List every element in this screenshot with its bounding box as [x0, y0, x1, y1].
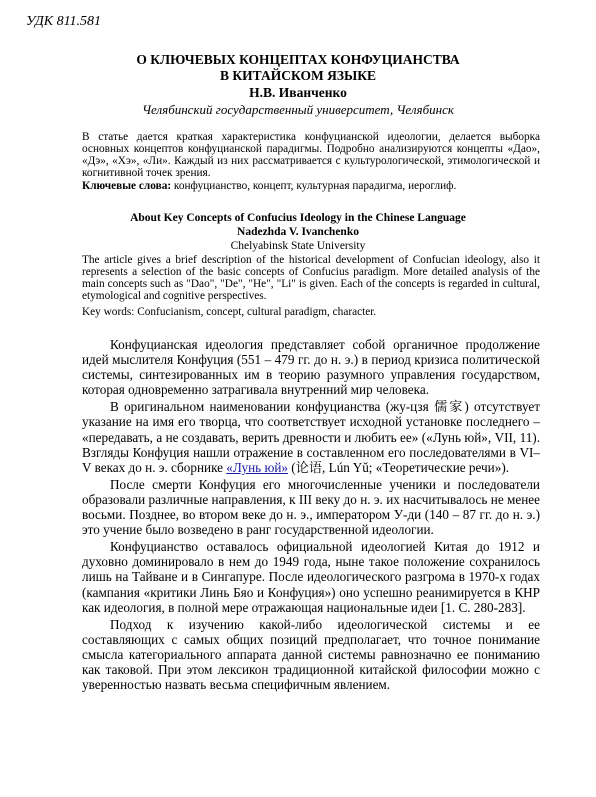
- body-paragraph-5: Подход к изучению какой-либо идеологической системы и ее составляющих с самых общих позиций предполагает, что точное понимание смысла категориального аппарата данной системы равнозначно ее пониманию как таковой. При этом лексикон традиционной китайской философии можно с уверенностью назвать весьма специфичным явлением.: [82, 616, 540, 693]
- keywords-ru-label: Ключевые слова:: [82, 180, 172, 192]
- title-en: About Key Concepts of Confucius Ideology in the Chinese Language: [130, 212, 466, 224]
- lun-yu-link[interactable]: «Лунь юй»: [226, 459, 288, 475]
- affiliation: Челябинский государственный университет, Челябинск: [142, 102, 454, 117]
- keywords-en: Key words: Confucianism, concept, cultural paradigm, character.: [82, 306, 377, 318]
- title-line-1: О КЛЮЧЕВЫХ КОНЦЕПТАХ КОНФУЦИАНСТВА: [136, 52, 460, 67]
- article-body: [82, 337, 540, 694]
- abstract-en: The article gives a brief description of the historical development of Confucian ideology, also it represents a selection of the basic concepts of Confucius paradigm. More detailed analysis of the main concepts such as "Dao", "De", "He", "Li" is given. Each of the concepts is regarded in cultural, etymological and cognitive perspectives.: [82, 254, 540, 302]
- paragraph-2-text: В оригинальном наименовании конфуцианства (жу-цзя 儒家) отсутствует указание на имя его творца, что соответствует исходной установке последнего – «передавать, а не создавать, верить древности и любить ее» («Лунь юй», VII, 11). Взгляды Конфуция нашли отражение в составленном его последователями в VI–V веках до н. э. сборнике: [82, 399, 540, 475]
- keywords-ru: [82, 180, 552, 192]
- paragraph-2-tail: (论语, Lún Yǔ; «Теоретические речи»).: [287, 459, 510, 475]
- udk-code: УДК 811.581: [26, 14, 102, 29]
- body-paragraph-1: Конфуцианская идеология представляет собой органичное продолжение идей мыслителя Конфуция (551 – 479 гг. до н. э.) в период кризиса политической системы, синтезированных им в теорию разумного управления государством, которая одновременно затрагивала внутренний мир человека.: [82, 337, 540, 398]
- author-name: Н.В. Иванченко: [249, 85, 347, 100]
- title-line-2: В КИТАЙСКОМ ЯЗЫКЕ: [220, 68, 376, 83]
- keywords-ru-text: конфуцианство, концепт, культурная парадигма, иероглиф.: [171, 180, 457, 192]
- body-paragraph-3: После смерти Конфуция его многочисленные ученики и последователи образовали различные направления, к III веку до н. э. их насчитывалось не менее восьми. Позднее, во втором веке до н. э., императором У-ди (140 – 87 гг. до н. э.) это учение было возведено в ранг государственной идеологии.: [82, 476, 540, 538]
- body-paragraph-4: Конфуцианство оставалось официальной идеологией Китая до 1912 и духовно доминировало в нем до 1949 года, ныне такое положение сохранилось лишь на Тайване и в Сингапуре. После идеологического разгрома в 1970-х годах (кампания «критики Линь Бяо и Конфуция») оно успешно реанимируется в КНР как идеология, в полной мере отражающая национальные идеи [1. С. 280-283].: [82, 539, 540, 615]
- abstract-ru: В статье дается краткая характеристика конфуцианской идеологии, делается выборка основных концептов конфуцианской парадигмы. Подробно анализируются концепты «Дао», «Дэ», «Хэ», «Ли». Каждый из них рассматривается с культурологической, этимологической и когнитивной точек зрения.: [82, 131, 540, 179]
- affiliation-en: Chelyabinsk State University: [230, 240, 366, 252]
- body-paragraph-2: [82, 399, 540, 474]
- author-en: Nadezhda V. Ivanchenko: [237, 226, 359, 238]
